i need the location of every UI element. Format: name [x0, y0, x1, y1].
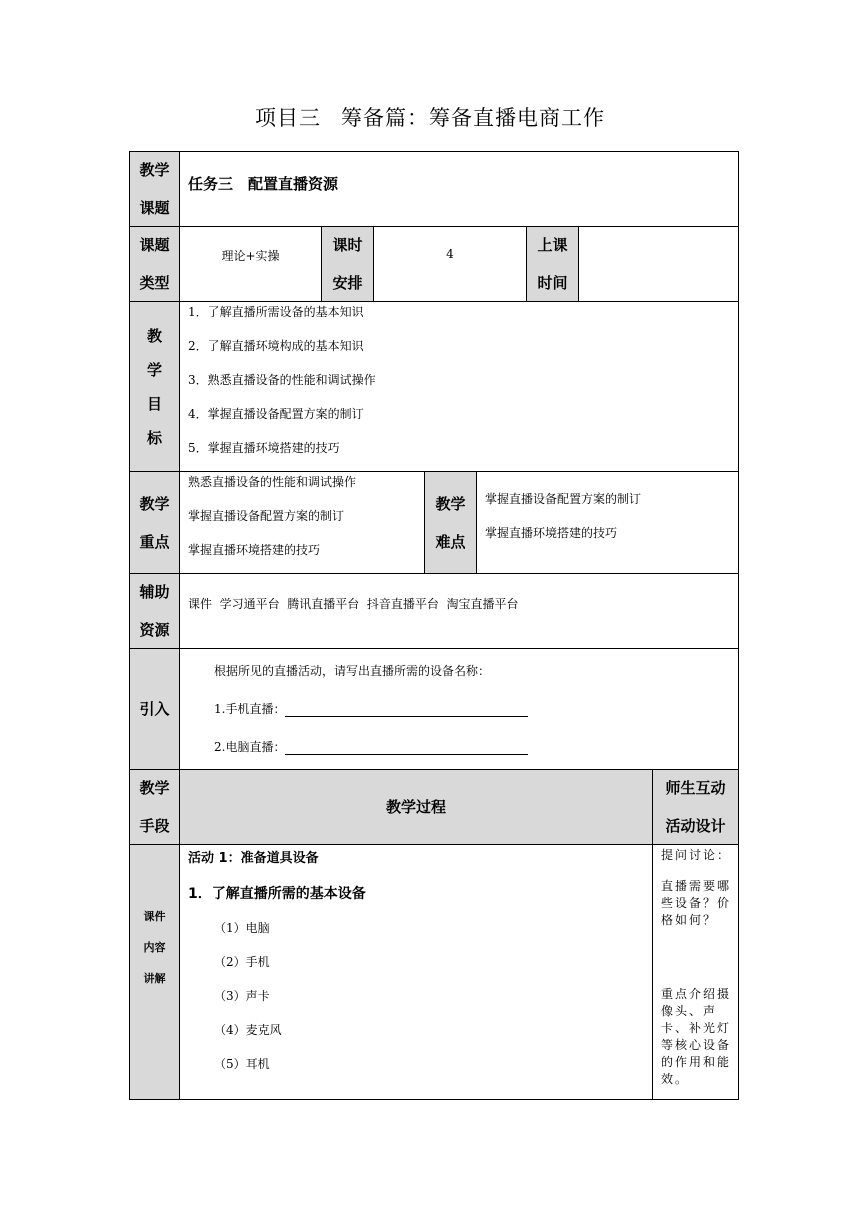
- device-item: （3）声卡: [214, 989, 270, 1003]
- type-value: 理论+实操: [221, 249, 280, 263]
- goal-item: 4．掌握直播设备配置方案的制订: [188, 407, 364, 421]
- topic-label: 教学 课题: [129, 151, 180, 227]
- device-item: （1）电脑: [214, 921, 270, 935]
- focus-item: 熟悉直播设备的性能和调试操作: [188, 475, 357, 489]
- difficulty-label: 教学 难点: [424, 471, 477, 574]
- topic-cell: [179, 151, 739, 227]
- type-value-cell: [179, 226, 322, 302]
- focus-label: 教学 重点: [129, 471, 180, 574]
- activity-title: 活动 1：准备道具设备: [188, 851, 319, 866]
- goal-item: 1．了解直播所需设备的基本知识: [188, 305, 364, 319]
- time-value-cell: [578, 226, 739, 302]
- difficulty-item: 掌握直播环境搭建的技巧: [485, 526, 618, 540]
- topic-value: 任务三 配置直播资源: [188, 175, 339, 193]
- note-heading: 提问讨论：: [661, 848, 732, 862]
- difficulty-item: 掌握直播设备配置方案的制订: [485, 492, 642, 506]
- goals-label: 教 学 目 标: [129, 301, 180, 472]
- resources-cell: [179, 573, 739, 649]
- method-label: 教学 手段: [129, 769, 180, 845]
- section-title: 1．了解直播所需的基本设备: [188, 886, 366, 902]
- goals-cell: [179, 301, 739, 472]
- hours-label: 课时 安排: [321, 226, 374, 302]
- goal-item: 2．了解直播环境构成的基本知识: [188, 339, 364, 353]
- note-focus: 重点介绍摄像头、声卡、补光灯等核心设备的作用和能效。: [661, 987, 732, 1086]
- resources-value: 课件 学习通平台 腾讯直播平台 抖音直播平台 淘宝直播平台: [188, 597, 519, 611]
- lesson-plan-table: [129, 151, 739, 1100]
- intro-prompt: 根据所见的直播活动，请写出直播所需的设备名称：: [214, 664, 491, 678]
- device-item: （5）耳机: [214, 1057, 270, 1071]
- focus-cell: [179, 471, 425, 574]
- goal-item: 3．熟悉直播设备的性能和调试操作: [188, 373, 376, 387]
- resources-label: 辅助 资源: [129, 573, 180, 649]
- pc-answer-line[interactable]: [285, 740, 528, 755]
- intro-phone-item: 1.手机直播：: [214, 700, 528, 717]
- design-cell: [652, 844, 739, 1100]
- intro-pc-item: 2.电脑直播：: [214, 738, 528, 755]
- focus-item: 掌握直播环境搭建的技巧: [188, 543, 321, 557]
- note-question: 直播需要哪些设备？价格如何？: [661, 879, 732, 927]
- difficulty-cell: [476, 471, 739, 574]
- content-cell: [179, 844, 653, 1100]
- type-label: 课题 类型: [129, 226, 180, 302]
- page-title: 项目三 筹备篇：筹备直播电商工作: [255, 106, 605, 130]
- process-header: 教学过程: [179, 769, 653, 845]
- hours-value: 4: [446, 247, 454, 261]
- content-label: 课件 内容 讲解: [129, 844, 180, 1100]
- hours-value-cell: [373, 226, 527, 302]
- goal-item: 5．掌握直播环境搭建的技巧: [188, 441, 340, 455]
- intro-cell: [179, 648, 739, 770]
- phone-answer-line[interactable]: [285, 702, 528, 717]
- device-item: （2）手机: [214, 955, 270, 969]
- time-label: 上课 时间: [526, 226, 579, 302]
- device-item: （4）麦克风: [214, 1023, 282, 1037]
- design-header: 师生互动 活动设计: [652, 769, 739, 845]
- intro-label: 引入: [129, 648, 180, 770]
- focus-item: 掌握直播设备配置方案的制订: [188, 509, 345, 523]
